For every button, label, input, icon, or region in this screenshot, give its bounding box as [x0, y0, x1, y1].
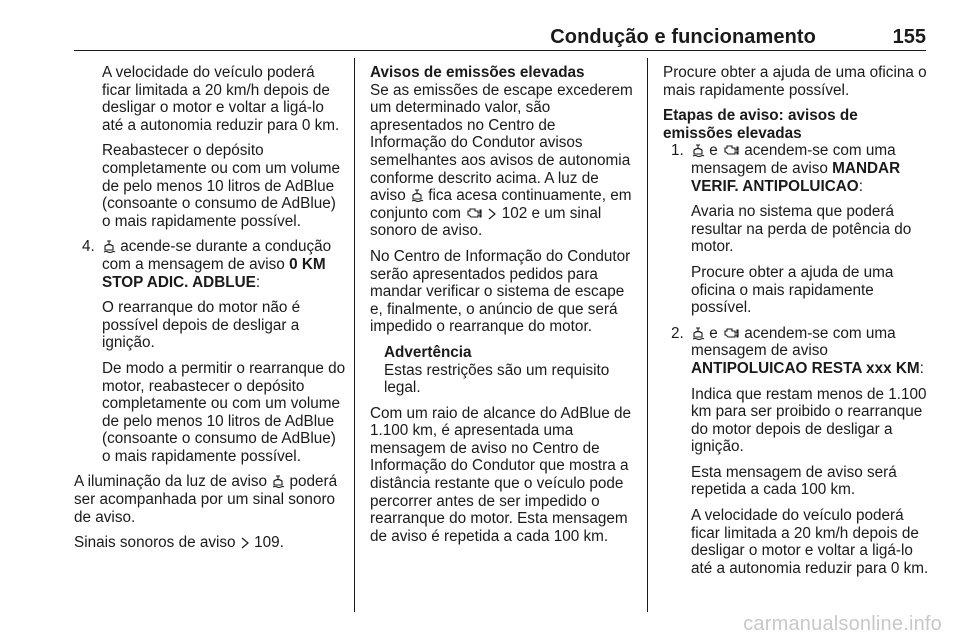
column-1 — [74, 64, 346, 560]
warning-message: 0 KM STOP ADIC. ADBLUE — [102, 255, 326, 291]
paragraph: A velocidade do veículo poderá ficar limitada a 20 km/h depois de desligar o motor e voltar a ligá-lo até a autonomia reduzir para 0 km. — [102, 64, 340, 134]
paragraph: Procure obter a ajuda de uma oficina o mais rapidamente possível. — [691, 263, 894, 317]
list-item-4 — [74, 238, 346, 291]
colon: : — [255, 273, 261, 291]
page-reference[interactable]: 102 e um sinal sonoro de aviso. — [370, 204, 602, 240]
page-reference-icon[interactable] — [487, 208, 497, 220]
engine-warning-icon — [722, 326, 740, 340]
warning-message: MANDAR VERIF. ANTIPOLUICAO — [691, 159, 901, 195]
paragraph: Com um raio de alcance do AdBlue de 1.100 km, é apresentada uma mensagem de aviso no Centro de Informação do Condutor que mostra a distância restante que o veículo pode percorrer antes de ser impedido o rearranque do motor. Esta mensagem de aviso é repetida a cada 100 km. — [370, 404, 632, 545]
text: e — [709, 324, 718, 342]
paragraph: Reabastecer o depósito completamente ou com um volume de pelo menos 10 litros de AdBlue (consoante o consumo de AdBlue) o mais rapidamente possível. — [102, 142, 341, 230]
engine-warning-icon — [465, 206, 483, 220]
adblue-warning-icon — [102, 239, 116, 253]
list-text: acende-se durante a condução com a mensagem de aviso — [102, 238, 332, 273]
advertencia-heading: Advertência — [384, 343, 472, 361]
paragraph — [370, 82, 636, 240]
paragraph: Indica que restam menos de 1.100 km para ser proibido o rearranque do motor depois de desligar a ignição. — [691, 385, 927, 456]
paragraph: Procure obter a ajuda de uma oficina o mais rapidamente possível. — [663, 64, 927, 99]
adblue-warning-icon — [691, 326, 705, 340]
page-number: 155 — [892, 26, 926, 48]
section-heading: Etapas de aviso: avisos de emissões elevadas — [663, 107, 858, 142]
list-text: acendem-se com uma mensagem de aviso — [691, 324, 896, 360]
adblue-warning-icon — [691, 143, 705, 157]
warning-message: ANTIPOLUICAO RESTA xxx KM — [691, 359, 920, 377]
colon: : — [919, 359, 924, 377]
list-item-1 — [663, 142, 929, 195]
engine-warning-icon — [722, 143, 740, 157]
list-number: 2. — [671, 324, 684, 342]
text: Sinais sonoros de aviso — [74, 534, 236, 552]
text: e — [709, 142, 718, 160]
list-text: acendem-se com uma mensagem de aviso — [691, 142, 896, 177]
paragraph: Avaria no sistema que poderá resultar na perda de potência do motor. — [691, 203, 912, 256]
text: A iluminação da luz de aviso — [74, 473, 268, 491]
list-number: 1. — [671, 142, 684, 160]
paragraph: O rearranque do motor não é possível depois de desligar a ignição. — [102, 299, 301, 352]
column-divider-1 — [354, 58, 355, 612]
page-reference[interactable]: 109. — [254, 534, 284, 552]
paragraph: No Centro de Informação do Condutor serão apresentados pedidos para mandar verificar o sistema de escape e, finalmente, o anúncio de que será impedido o rearranque do motor. — [370, 247, 631, 336]
paragraph: A velocidade do veículo poderá ficar limitada a 20 km/h depois de desligar o motor e voltar a ligá-lo até a autonomia reduzir para 0 km. — [691, 507, 929, 577]
watermark: carmanualsonline.info — [743, 613, 942, 635]
list-number: 4. — [82, 238, 95, 256]
advertencia-text: Estas restrições são um requisito legal. — [384, 361, 610, 397]
header-rule — [74, 50, 926, 51]
text: Se as emissões de escape excederem um determinado valor, são apresentados no Centro de Informação do Condutor avisos semelhantes aos avisos de autonomia conforme descrito acima. A luz de aviso — [370, 81, 633, 205]
paragraph — [74, 534, 346, 552]
adblue-warning-icon — [271, 474, 285, 488]
colon: : — [858, 177, 863, 195]
page-reference-icon[interactable] — [240, 537, 250, 549]
list-item-2 — [663, 325, 929, 378]
column-2 — [370, 64, 636, 553]
text: fica acesa continuamente, em conjunto com — [370, 187, 632, 222]
text: poderá ser acompanhada por um sinal sonoro de aviso. — [74, 473, 338, 526]
paragraph: De modo a permitir o rearranque do motor, reabastecer o depósito completamente ou com um volume de pelo menos 10 litros de AdBlue (consoante o consumo de AdBlue) o mais rapidamente possível. — [102, 359, 346, 465]
column-3 — [663, 64, 929, 585]
section-title: Condução e funcionamento — [550, 26, 816, 48]
advertencia-box — [370, 344, 636, 397]
column-divider-2 — [647, 58, 648, 612]
paragraph — [74, 473, 346, 526]
section-heading: Avisos de emissões elevadas — [370, 64, 585, 81]
page-header — [74, 26, 926, 50]
paragraph: Esta mensagem de aviso será repetida a cada 100 km. — [691, 463, 897, 499]
adblue-warning-icon — [410, 188, 424, 202]
